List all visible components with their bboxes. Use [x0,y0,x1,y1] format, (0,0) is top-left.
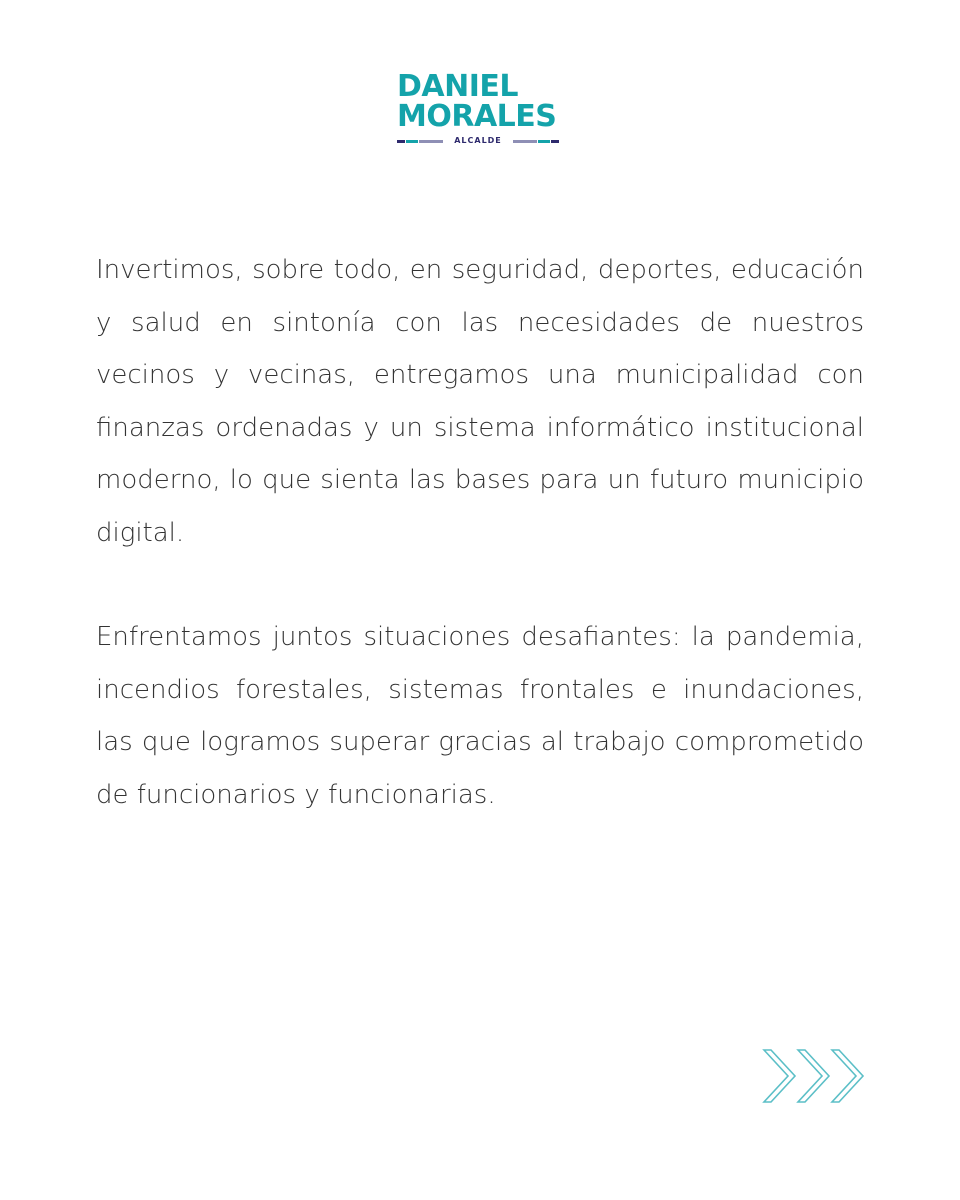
paragraph-2: Enfrentamos juntos situaciones desafiantes: la pandemia, incendios forestales, sistemas frontales e inundaciones, las que logramos superar gracias al trabajo comprometido de funcionarios y funcionarias. [96,622,864,810]
logo [397,69,567,148]
logo-underline [397,134,559,148]
body-text [96,244,864,821]
paragraph-1: Invertimos, sobre todo, en seguridad, deportes, educación y salud en sintonía con las necesidades de nuestros vecinos y vecinas, entregamos una municipalidad con finanzas ordenadas y un sistema informático institucional moderno, lo que sienta las bases para un futuro municipio digital. [96,255,864,548]
logo-subtitle: ALCALDE [454,136,502,145]
chevrons-right-icon[interactable] [762,1048,868,1106]
logo-name-first: DANIEL [397,69,518,104]
logo-name-last: MORALES [397,99,557,134]
